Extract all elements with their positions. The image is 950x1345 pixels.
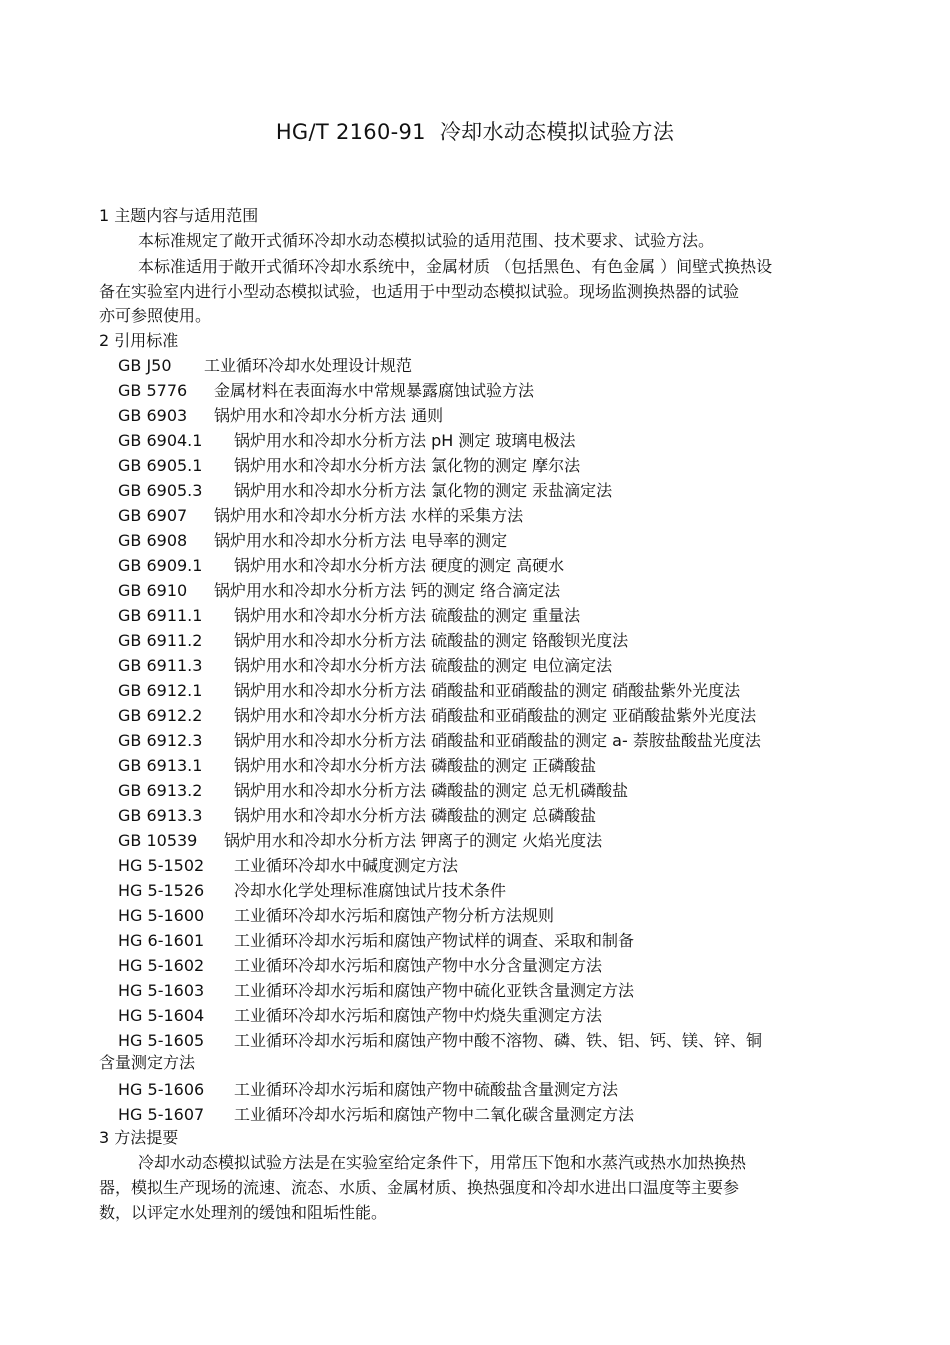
- reference-code: GB 6911.3: [118, 656, 203, 675]
- standard-name: 冷却水动态模拟试验方法: [439, 120, 675, 144]
- section-3-para-line-3: 数，以评定水处理剂的缓蚀和阻垢性能。: [99, 1203, 388, 1222]
- reference-code: HG 5-1606: [118, 1080, 205, 1099]
- reference-code: GB 6913.1: [118, 756, 203, 775]
- reference-title: 锅炉用水和冷却水分析方法 氯化物的测定 摩尔法: [234, 456, 581, 475]
- reference-code: GB 6903: [118, 406, 188, 425]
- reference-title: 工业循环冷却水污垢和腐蚀产物中硫酸盐含量测定方法: [234, 1080, 619, 1099]
- reference-code: GB 6913.3: [118, 806, 203, 825]
- reference-title: 锅炉用水和冷却水分析方法 磷酸盐的测定 总无机磷酸盐: [234, 781, 629, 800]
- reference-item: [118, 830, 602, 852]
- reference-code: HG 6-1601: [118, 931, 205, 950]
- reference-title: 锅炉用水和冷却水分析方法 钾离子的测定 火焰光度法: [224, 831, 603, 850]
- reference-item: [118, 880, 506, 902]
- reference-item: [118, 1030, 762, 1052]
- section-1-para-2-line-1: 本标准适用于敞开式循环冷却水系统中，金属材质 （包括黑色、有色金属 ）间壁式换热设: [138, 257, 773, 276]
- reference-title: 锅炉用水和冷却水分析方法 钙的测定 络合滴定法: [214, 581, 561, 600]
- reference-code: GB 6910: [118, 581, 188, 600]
- reference-code: GB 6913.2: [118, 781, 203, 800]
- reference-item: [118, 730, 761, 752]
- reference-item: [118, 630, 628, 652]
- reference-title: 锅炉用水和冷却水分析方法 磷酸盐的测定 正磷酸盐: [234, 756, 597, 775]
- reference-item: [118, 505, 523, 527]
- reference-title: 锅炉用水和冷却水分析方法 硝酸盐和亚硝酸盐的测定 a- 萘胺盐酸盐光度法: [234, 731, 761, 750]
- section-1-para-2-line-3: 亦可参照使用。: [99, 306, 212, 325]
- reference-title: 锅炉用水和冷却水分析方法 硫酸盐的测定 铬酸钡光度法: [234, 631, 629, 650]
- reference-code: HG 5-1602: [118, 956, 205, 975]
- reference-code: GB 6911.2: [118, 631, 203, 650]
- reference-title: 工业循环冷却水处理设计规范: [204, 356, 413, 375]
- reference-item: [118, 1079, 618, 1101]
- reference-title: 工业循环冷却水污垢和腐蚀产物中二氧化碳含量测定方法: [234, 1105, 635, 1124]
- reference-title: 锅炉用水和冷却水分析方法 氯化物的测定 汞盐滴定法: [234, 481, 613, 500]
- reference-code: HG 5-1603: [118, 981, 205, 1000]
- reference-item: [118, 680, 740, 702]
- reference-code: GB 6904.1: [118, 431, 203, 450]
- reference-code: GB 6911.1: [118, 606, 203, 625]
- reference-title: 工业循环冷却水污垢和腐蚀产物中灼烧失重测定方法: [234, 1006, 603, 1025]
- document-title: [0, 116, 950, 146]
- reference-item: [118, 955, 602, 977]
- reference-title: 锅炉用水和冷却水分析方法 硫酸盐的测定 重量法: [234, 606, 581, 625]
- section-1-para-1: 本标准规定了敞开式循环冷却水动态模拟试验的适用范围、技术要求、试验方法。: [138, 231, 715, 250]
- reference-title: 锅炉用水和冷却水分析方法 pH 测定 玻璃电极法: [234, 431, 576, 450]
- reference-item: [118, 355, 412, 377]
- reference-title: 锅炉用水和冷却水分析方法 通则: [214, 406, 444, 425]
- reference-item: [118, 980, 634, 1002]
- reference-title: 锅炉用水和冷却水分析方法 硝酸盐和亚硝酸盐的测定 硝酸盐紫外光度法: [234, 681, 741, 700]
- reference-item: [118, 480, 612, 502]
- reference-item: [118, 855, 458, 877]
- section-1-heading: 1 主题内容与适用范围: [99, 206, 259, 225]
- section-3-heading: 3 方法提要: [99, 1128, 179, 1147]
- reference-item: [118, 930, 634, 952]
- reference-item: [118, 405, 443, 427]
- reference-item: [118, 605, 580, 627]
- standard-code: HG/T 2160-91: [275, 120, 426, 144]
- reference-title: 锅炉用水和冷却水分析方法 硫酸盐的测定 电位滴定法: [234, 656, 613, 675]
- section-3-para-line-1: 冷却水动态模拟试验方法是在实验室给定条件下，用常压下饱和水蒸汽或热水加热换热: [138, 1153, 747, 1172]
- reference-item: [118, 705, 756, 727]
- reference-item: [118, 1005, 602, 1027]
- reference-wrap-line: 含量测定方法: [99, 1053, 196, 1072]
- reference-item: [118, 455, 580, 477]
- section-2-heading: 2 引用标准: [99, 331, 179, 350]
- reference-code: GB 6909.1: [118, 556, 203, 575]
- reference-code: GB 5776: [118, 381, 188, 400]
- reference-item: [118, 430, 575, 452]
- reference-title: 工业循环冷却水中碱度测定方法: [234, 856, 459, 875]
- reference-code: GB 6905.1: [118, 456, 203, 475]
- reference-item: [118, 655, 612, 677]
- reference-item: [118, 555, 564, 577]
- reference-title: 工业循环冷却水污垢和腐蚀产物分析方法规则: [234, 906, 555, 925]
- reference-code: HG 5-1607: [118, 1105, 205, 1124]
- section-3-para-line-2: 器，模拟生产现场的流速、流态、水质、金属材质、换热强度和冷却水进出口温度等主要参: [99, 1178, 740, 1197]
- reference-code: GB 6908: [118, 531, 188, 550]
- reference-item: [118, 1104, 634, 1126]
- section-1-para-2-line-2: 备在实验室内进行小型动态模拟试验，也适用于中型动态模拟试验。现场监测换热器的试验: [99, 282, 740, 301]
- reference-code: GB J50: [118, 356, 172, 375]
- reference-title: 工业循环冷却水污垢和腐蚀产物中水分含量测定方法: [234, 956, 603, 975]
- reference-code: GB 6907: [118, 506, 188, 525]
- reference-item: [118, 780, 628, 802]
- reference-code: GB 6912.1: [118, 681, 203, 700]
- reference-code: HG 5-1502: [118, 856, 205, 875]
- reference-item: [118, 805, 596, 827]
- reference-code: GB 10539: [118, 831, 198, 850]
- reference-code: HG 5-1605: [118, 1031, 205, 1050]
- reference-title: 锅炉用水和冷却水分析方法 硝酸盐和亚硝酸盐的测定 亚硝酸盐紫外光度法: [234, 706, 757, 725]
- reference-title: 锅炉用水和冷却水分析方法 电导率的测定: [214, 531, 508, 550]
- reference-code: GB 6912.3: [118, 731, 203, 750]
- reference-title: 工业循环冷却水污垢和腐蚀产物试样的调查、采取和制备: [234, 931, 635, 950]
- reference-title: 锅炉用水和冷却水分析方法 硬度的测定 高硬水: [234, 556, 565, 575]
- reference-code: HG 5-1526: [118, 881, 205, 900]
- reference-code: GB 6912.2: [118, 706, 203, 725]
- reference-code: GB 6905.3: [118, 481, 203, 500]
- reference-title: 锅炉用水和冷却水分析方法 磷酸盐的测定 总磷酸盐: [234, 806, 597, 825]
- reference-title: 冷却水化学处理标准腐蚀试片技术条件: [234, 881, 507, 900]
- reference-title: 工业循环冷却水污垢和腐蚀产物中硫化亚铁含量测定方法: [234, 981, 635, 1000]
- reference-title: 金属材料在表面海水中常规暴露腐蚀试验方法: [214, 381, 535, 400]
- reference-item: [118, 905, 554, 927]
- reference-title: 工业循环冷却水污垢和腐蚀产物中酸不溶物、磷、铁、铝、钙、镁、锌、铜: [234, 1031, 763, 1050]
- reference-item: [118, 755, 596, 777]
- reference-item: [118, 530, 507, 552]
- reference-code: HG 5-1600: [118, 906, 205, 925]
- reference-code: HG 5-1604: [118, 1006, 205, 1025]
- reference-item: [118, 580, 560, 602]
- reference-title: 锅炉用水和冷却水分析方法 水样的采集方法: [214, 506, 524, 525]
- reference-item: [118, 380, 534, 402]
